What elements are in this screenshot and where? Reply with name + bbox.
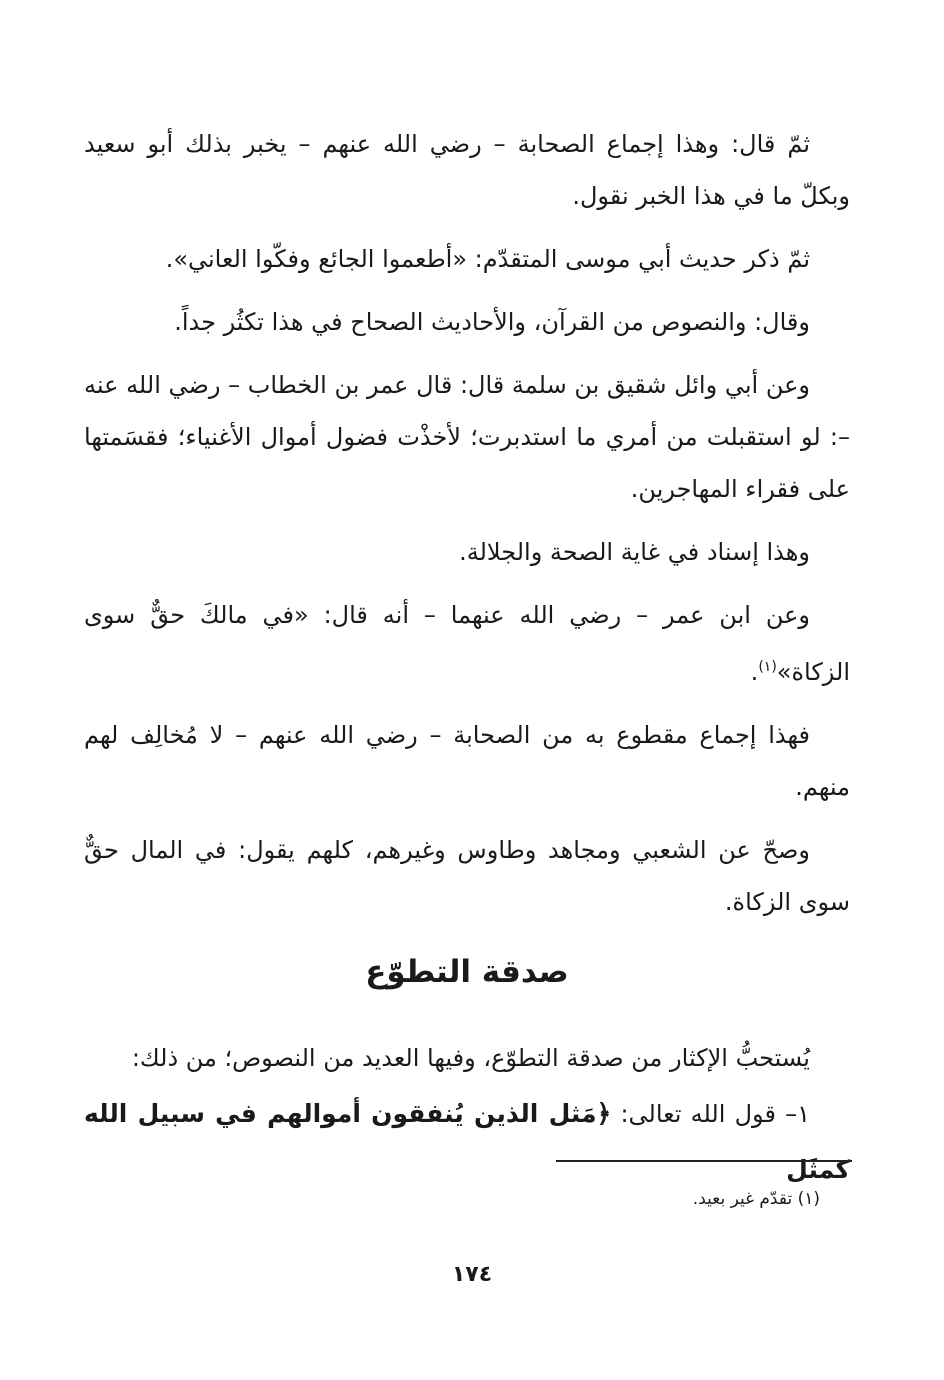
intro-paragraph: يُستحبُّ الإكثار من صدقة التطوّع، وفيها العديد من النصوص؛ من ذلك: [131, 1044, 810, 1072]
paragraph-text: وعن ابن عمر – رضي الله عنهما – أنه قال: «في مالكَ حقٌّ سوى الزكاة» [84, 601, 850, 686]
paragraph: وصحّ عن الشعبي ومجاهد وطاوس وغيرهم، كلهم يقول: في المال حقٌّ سوى الزكاة. [84, 836, 850, 916]
list-item [84, 1086, 850, 1198]
paragraph: وهذا إسناد في غاية الصحة والجلالة. [459, 538, 810, 566]
paragraph: وقال: والنصوص من القرآن، والأحاديث الصحاح في هذا تكثُر جداً. [174, 308, 810, 336]
footnote: (١) تقدّم غير بعيد. [692, 1189, 820, 1209]
paragraph-ibn-umar: وعن ابن عمر – رضي الله عنهما – أنه قال: «في مالكَ حقٌّ سوى الزكاة»$^{(١)}$. [84, 601, 850, 686]
section-heading: صدقة التطوّع [365, 954, 569, 990]
main-text-block [84, 118, 850, 939]
paragraph: ثمّ قال: وهذا إجماع الصحابة – رضي الله عنهم – يخبر بذلك أبو سعيد وبكلّ ما في هذا الخبر نقول. [84, 130, 850, 210]
section-text-block [84, 1030, 850, 1198]
paragraph: وعن أبي وائل شقيق بن سلمة قال: قال عمر بن الخطاب – رضي الله عنه –: لو استقبلت من أمري ما استدبرت؛ لأخذْت فضول أموال الأغنياء؛ فقسَمتها على فقراء المهاجرين. [84, 371, 850, 503]
paragraph: ثمّ ذكر حديث أبي موسى المتقدّم: «أطعموا الجائع وفكّوا العاني». [165, 245, 810, 273]
list-item-prefix: ١– قول الله تعالى: [611, 1100, 811, 1128]
quran-verse: ﴿مَثل الذين يُنفقون أموالهم في سبيل الله كمثَل [84, 1099, 850, 1184]
footnote-divider [556, 1160, 852, 1162]
page-number: ١٧٤ [451, 1262, 493, 1287]
paragraph: فهذا إجماع مقطوع به من الصحابة – رضي الله عنهم – لا مُخالِف لهم منهم. [84, 721, 850, 801]
footnote-reference: (١) [758, 659, 777, 675]
